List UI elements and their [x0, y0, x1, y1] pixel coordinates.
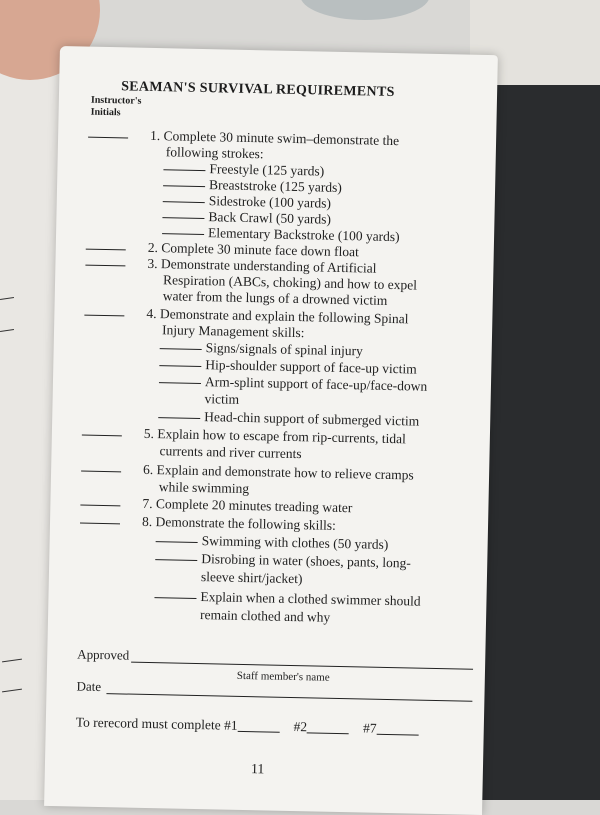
requirement-item-cont: while swimming [158, 479, 250, 497]
sub-item-cont: remain clothed and why [199, 607, 331, 625]
rerecord-blank-1[interactable] [237, 731, 279, 733]
document-page [44, 46, 498, 815]
requirement-item: 8. Demonstrate the following skills: [141, 513, 337, 533]
sub-item-blank[interactable] [160, 348, 202, 350]
rerecord-blank-7[interactable] [376, 734, 418, 736]
sub-item: Freestyle (125 yards) [163, 160, 324, 179]
rerecord-blank-2[interactable] [307, 732, 349, 734]
sub-item: Explain when a clothed swimmer should [154, 588, 420, 610]
requirement-item-cont: Respiration (ABCs, choking) and how to expel [162, 272, 418, 293]
requirement-item: 4. Demonstrate and explain the following Spinal [146, 305, 409, 327]
sub-item-blank[interactable] [156, 541, 198, 543]
sub-item-blank[interactable] [162, 217, 204, 219]
date-line[interactable] [106, 693, 472, 702]
sub-item-blank[interactable] [159, 365, 201, 367]
requirement-item-cont: water from the lungs of a drowned victim [162, 288, 388, 308]
approved-signature-line[interactable] [131, 662, 473, 670]
page-number: 11 [250, 762, 265, 778]
sub-item-cont: sleeve shirt/jacket) [200, 569, 303, 587]
approved-label: Approved [77, 646, 130, 663]
initials-blank[interactable] [82, 435, 122, 437]
instructor-initials-heading: Instructor's Initials [90, 94, 142, 119]
sub-item: Hip-shoulder support of face-up victim [159, 356, 417, 377]
requirement-item-cont: currents and river currents [159, 443, 302, 462]
requirement-item: 1. Complete 30 minute swim–demonstrate the [149, 127, 400, 149]
initials-blank[interactable] [80, 523, 120, 525]
initials-blank[interactable] [81, 471, 121, 473]
rerecord-line: To rerecord must complete #1 #2 #7 [76, 714, 433, 737]
initials-blank[interactable] [86, 249, 126, 251]
sub-item-blank[interactable] [154, 597, 196, 599]
sub-item: Swimming with clothes (50 yards) [156, 532, 389, 553]
sub-item-blank[interactable] [163, 185, 205, 187]
sub-item: Signs/signals of spinal injury [160, 339, 363, 359]
requirement-item-cont: Injury Management skills: [161, 322, 305, 341]
initials-blank[interactable] [88, 137, 128, 139]
sub-item: Disrobing in water (shoes, pants, long- [155, 550, 411, 571]
sub-item: Breaststroke (125 yards) [163, 176, 342, 196]
sub-item-blank[interactable] [155, 559, 197, 561]
sub-item-blank[interactable] [158, 417, 200, 419]
initials-blank[interactable] [80, 505, 120, 507]
sub-item: Head-chin support of submerged victim [158, 408, 419, 429]
sub-item: Sidestroke (100 yards) [163, 192, 332, 212]
requirement-item: 5. Explain how to escape from rip-currents, tidal [143, 425, 407, 447]
sub-item-blank[interactable] [163, 169, 205, 171]
sub-item: Arm-splint support of face-up/face-down [159, 373, 428, 395]
sub-item-blank[interactable] [163, 201, 205, 203]
date-label: Date [76, 678, 102, 695]
page-title: SEAMAN'S SURVIVAL REQUIREMENTS [121, 79, 395, 101]
sub-item: Elementary Backstroke (100 yards) [162, 224, 400, 245]
sub-item-cont: victim [204, 391, 240, 407]
requirement-item-cont: following strokes: [165, 144, 264, 162]
initials-blank[interactable] [84, 315, 124, 317]
requirement-item: 6. Explain and demonstrate how to relieve cramps [142, 461, 414, 483]
background-object [300, 0, 430, 20]
requirement-item: 7. Complete 20 minutes treading water [142, 495, 353, 516]
staff-name-caption: Staff member's name [236, 669, 330, 684]
sub-item: Back Crawl (50 yards) [162, 208, 331, 228]
requirement-item: 2. Complete 30 minute face down float [147, 239, 359, 260]
requirement-item: 3. Demonstrate understanding of Artificial [147, 255, 377, 276]
initials-blank[interactable] [85, 265, 125, 267]
sub-item-blank[interactable] [159, 382, 201, 384]
sub-item-blank[interactable] [162, 233, 204, 235]
